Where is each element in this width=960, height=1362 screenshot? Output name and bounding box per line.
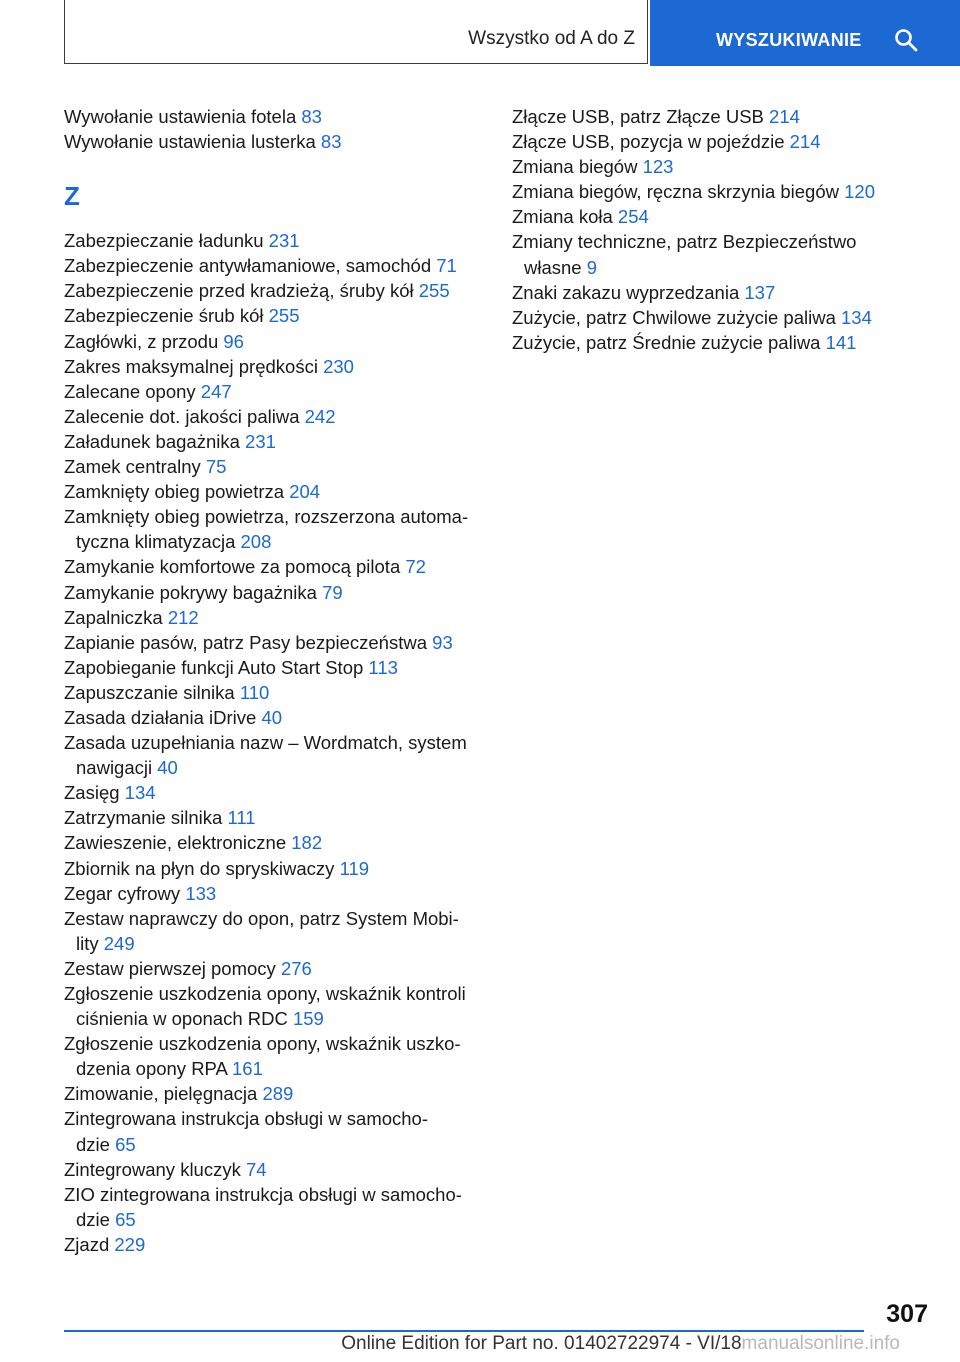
page-reference-link[interactable]: 255 [418, 280, 450, 302]
index-entry [64, 278, 484, 303]
index-entry [512, 305, 932, 330]
index-entry-term: Złącze USB, pozycja w pojeździe [512, 131, 785, 153]
index-entry [512, 204, 932, 229]
page-reference-link[interactable]: 182 [291, 832, 323, 854]
index-entry [64, 881, 484, 906]
index-entry [64, 454, 484, 479]
index-entry [64, 580, 484, 605]
page-reference-link[interactable]: 249 [103, 932, 135, 954]
index-entry [512, 129, 932, 154]
page-reference-link[interactable]: 93 [432, 631, 453, 653]
index-entry-term: Wywołanie ustawienia lusterka [64, 131, 316, 153]
page-reference-link[interactable]: 110 [239, 681, 270, 703]
tab-search[interactable] [650, 0, 960, 66]
page-reference-link[interactable]: 40 [157, 757, 178, 779]
index-entry [64, 906, 484, 956]
index-entry-term: Zabezpieczenie śrub kół [64, 305, 264, 327]
index-entry [64, 1232, 484, 1257]
index-entry-term: Zabezpieczenie antywłamaniowe, samochód [64, 255, 432, 277]
page-reference-link[interactable]: 204 [289, 481, 321, 503]
page-reference-link[interactable]: 79 [322, 581, 343, 603]
index-entry [64, 104, 484, 129]
index-entry-term: Zmiany techniczne, patrz Bezpieczeństwo [512, 231, 857, 253]
index-entry-term: Zintegrowany kluczyk [64, 1158, 241, 1180]
index-entry [64, 1081, 484, 1106]
page-reference-link[interactable]: 254 [617, 206, 649, 228]
footer-edition [341, 1333, 900, 1355]
page-reference-link[interactable]: 65 [115, 1208, 136, 1230]
index-entry-term-continued: tyczna klimatyzacja [76, 531, 236, 553]
index-entry-term: Zatrzymanie silnika [64, 807, 223, 829]
index-entry [64, 830, 484, 855]
index-entry-term: Zasięg [64, 782, 120, 804]
index-entry [64, 730, 484, 780]
index-entry [64, 856, 484, 881]
tab-bar [64, 0, 960, 66]
index-entry-term: Załadunek bagażnika [64, 430, 240, 452]
index-entry-term-continued: ciśnienia w oponach RDC [76, 1008, 288, 1030]
index-entry [64, 479, 484, 504]
index-entry-term: Zawieszenie, elektroniczne [64, 832, 287, 854]
index-entry-term: Zapianie pasów, patrz Pasy bezpieczeństwa [64, 631, 428, 653]
index-entry [512, 104, 932, 129]
page-reference-link[interactable]: 214 [769, 106, 800, 127]
page-reference-link[interactable]: 119 [339, 857, 370, 879]
page-reference-link[interactable]: 208 [240, 531, 272, 553]
page-reference-link[interactable]: 230 [323, 355, 354, 377]
index-entry-term: Zgłoszenie uszkodzenia opony, wskaźnik uszko- [64, 1033, 461, 1055]
tab-a-to-z[interactable] [64, 0, 648, 64]
index-entry [64, 404, 484, 429]
page-reference-link[interactable]: 40 [261, 706, 283, 728]
index-entry-term: Zmiana biegów [512, 156, 638, 178]
index-entry-term: Zimowanie, pielęgnacja [64, 1083, 258, 1105]
index-entry [64, 504, 484, 554]
index-entry [512, 154, 932, 179]
index-entry-term: Zgłoszenie uszkodzenia opony, wskaźnik kontroli [64, 983, 466, 1004]
page-reference-link[interactable]: 71 [436, 255, 457, 277]
index-entry-term: Zapobieganie funkcji Auto Start Stop [64, 656, 364, 678]
index-entry [64, 655, 484, 680]
index-entry [64, 1031, 484, 1081]
footer-edition-text: Online Edition for Part no. 01402722974 - VI/18 [341, 1333, 742, 1354]
index-entry-term: Zamek centralny [64, 456, 201, 478]
index-entry [64, 1106, 484, 1156]
index-entry-term: Zużycie, patrz Średnie zużycie paliwa [512, 331, 821, 353]
footer-watermark: manualsonline.info [741, 1333, 900, 1354]
index-entry-term: Zalecane opony [64, 380, 196, 402]
index-entry [64, 805, 484, 830]
index-column-right [512, 104, 932, 355]
index-entry [64, 981, 484, 1031]
index-entry [64, 303, 484, 328]
index-entry-term: Zużycie, patrz Chwilowe zużycie paliwa [512, 306, 836, 328]
index-entry-term: Zmiana koła [512, 206, 613, 228]
index-entry-term: Zasada działania iDrive [64, 706, 257, 728]
page-reference-link[interactable]: 255 [268, 305, 300, 327]
index-entry [64, 429, 484, 454]
index-entry [64, 379, 484, 404]
page-reference-link[interactable]: 120 [844, 181, 876, 203]
page-reference-link[interactable]: 231 [245, 430, 276, 452]
page-reference-link[interactable]: 247 [200, 380, 232, 402]
index-entry-term: Zabezpieczenie przed kradzieżą, śruby kół [64, 280, 414, 302]
index-entry [64, 554, 484, 579]
page-reference-link[interactable]: 137 [744, 281, 776, 303]
page-reference-link[interactable]: 214 [789, 131, 821, 153]
index-entry-term: Zapuszczanie silnika [64, 681, 235, 703]
page-reference-link[interactable]: 141 [825, 331, 857, 353]
page-reference-link[interactable]: 229 [114, 1233, 146, 1255]
index-entry-term: Zjazd [64, 1233, 110, 1255]
page-reference-link[interactable]: 133 [185, 882, 217, 904]
index-entry [64, 253, 484, 278]
page-reference-link[interactable]: 83 [320, 131, 342, 153]
index-entry-term: Wywołanie ustawienia fotela [64, 106, 297, 127]
index-entries-z [64, 228, 484, 1257]
footer-divider [64, 1330, 864, 1332]
index-entries-previous-letter [64, 104, 484, 154]
index-entry [64, 1157, 484, 1182]
index-entry [64, 630, 484, 655]
page-reference-link[interactable]: 242 [304, 405, 336, 427]
page-reference-link[interactable]: 96 [223, 330, 244, 352]
index-entry-term: Zestaw naprawczy do opon, patrz System Mobi- [64, 907, 459, 929]
index-entry-term: Zegar cyfrowy [64, 882, 181, 904]
page-reference-link[interactable]: 65 [115, 1133, 136, 1155]
index-entry-term: Znaki zakazu wyprzedzania [512, 281, 740, 303]
index-entry [64, 129, 484, 154]
index-entry-term: Zbiornik na płyn do spryskiwaczy [64, 857, 335, 879]
index-entry-term-continued: własne [524, 256, 582, 278]
index-entry [512, 330, 932, 355]
page-reference-link[interactable]: 161 [232, 1058, 263, 1080]
index-letter-heading: Z [64, 181, 80, 212]
tab-search-label: WYSZUKIWANIE [716, 30, 862, 50]
page-number: 307 [886, 1300, 928, 1328]
index-entry [512, 280, 932, 305]
index-entry-term: Zamknięty obieg powietrza [64, 481, 285, 503]
index-entry-term-continued: dzie [76, 1133, 110, 1155]
page-reference-link[interactable]: 83 [301, 106, 322, 127]
index-entries-z-continued [512, 104, 932, 355]
page-reference-link[interactable]: 134 [841, 306, 872, 328]
index-entry-term: Zapalniczka [64, 606, 163, 628]
index-entry-term: Zmiana biegów, ręczna skrzynia biegów [512, 181, 839, 203]
page-reference-link[interactable]: 113 [368, 656, 398, 678]
index-entry [512, 229, 932, 279]
index-entry [64, 705, 484, 730]
index-entry-term-continued: lity [76, 932, 99, 954]
page-reference-link[interactable]: 289 [262, 1083, 294, 1105]
page-reference-link[interactable]: 212 [167, 606, 199, 628]
index-column-left [64, 104, 484, 1257]
page-reference-link[interactable]: 75 [205, 456, 227, 478]
page-reference-link[interactable]: 159 [292, 1008, 324, 1030]
search-icon [894, 28, 918, 52]
index-entry-term-continued: nawigacji [76, 757, 153, 779]
index-entry-term: Zamknięty obieg powietrza, rozszerzona automa- [64, 506, 469, 528]
index-entry-term: Zagłówki, z przodu [64, 330, 219, 352]
index-entry-term: Zamykanie pokrywy bagażnika [64, 581, 317, 603]
index-entry-term: ZIO zintegrowana instrukcja obsługi w samocho- [64, 1183, 462, 1205]
index-entry [64, 780, 484, 805]
index-entry [64, 1182, 484, 1232]
index-entry [64, 680, 484, 705]
index-entry [64, 228, 484, 253]
index-entry [64, 956, 484, 981]
index-entry [64, 329, 484, 354]
page-reference-link[interactable]: 74 [245, 1158, 267, 1180]
index-entry [64, 354, 484, 379]
index-entry-term-continued: dzie [76, 1208, 110, 1230]
tab-a-to-z-label: Wszystko od A do Z [468, 28, 635, 49]
page-reference-link[interactable]: 134 [124, 782, 156, 804]
index-entry-term: Zabezpieczanie ładunku [64, 230, 264, 252]
index-entry-term: Zintegrowana instrukcja obsługi w samocho- [64, 1108, 429, 1130]
index-entry-term: Zamykanie komfortowe za pomocą pilota [64, 556, 401, 578]
index-entry-term-continued: dzenia opony RPA [76, 1058, 227, 1080]
page-reference-link[interactable]: 111 [227, 807, 256, 829]
index-entry-term: Zasada uzupełniania nazw – Wordmatch, system [64, 732, 467, 754]
index-entry [64, 605, 484, 630]
index-entry-term: Zestaw pierwszej pomocy [64, 957, 276, 979]
index-entry-term: Zakres maksymalnej prędkości [64, 355, 318, 377]
index-entry [512, 179, 932, 204]
index-entry-term: Zalecenie dot. jakości paliwa [64, 405, 300, 427]
page-reference-link[interactable]: 72 [405, 556, 426, 578]
page-reference-link[interactable]: 231 [268, 230, 300, 252]
page-reference-link[interactable]: 123 [642, 156, 674, 178]
page-reference-link[interactable]: 276 [280, 957, 312, 979]
page-reference-link[interactable]: 9 [586, 256, 598, 278]
index-entry-term: Złącze USB, patrz Złącze USB [512, 106, 764, 127]
